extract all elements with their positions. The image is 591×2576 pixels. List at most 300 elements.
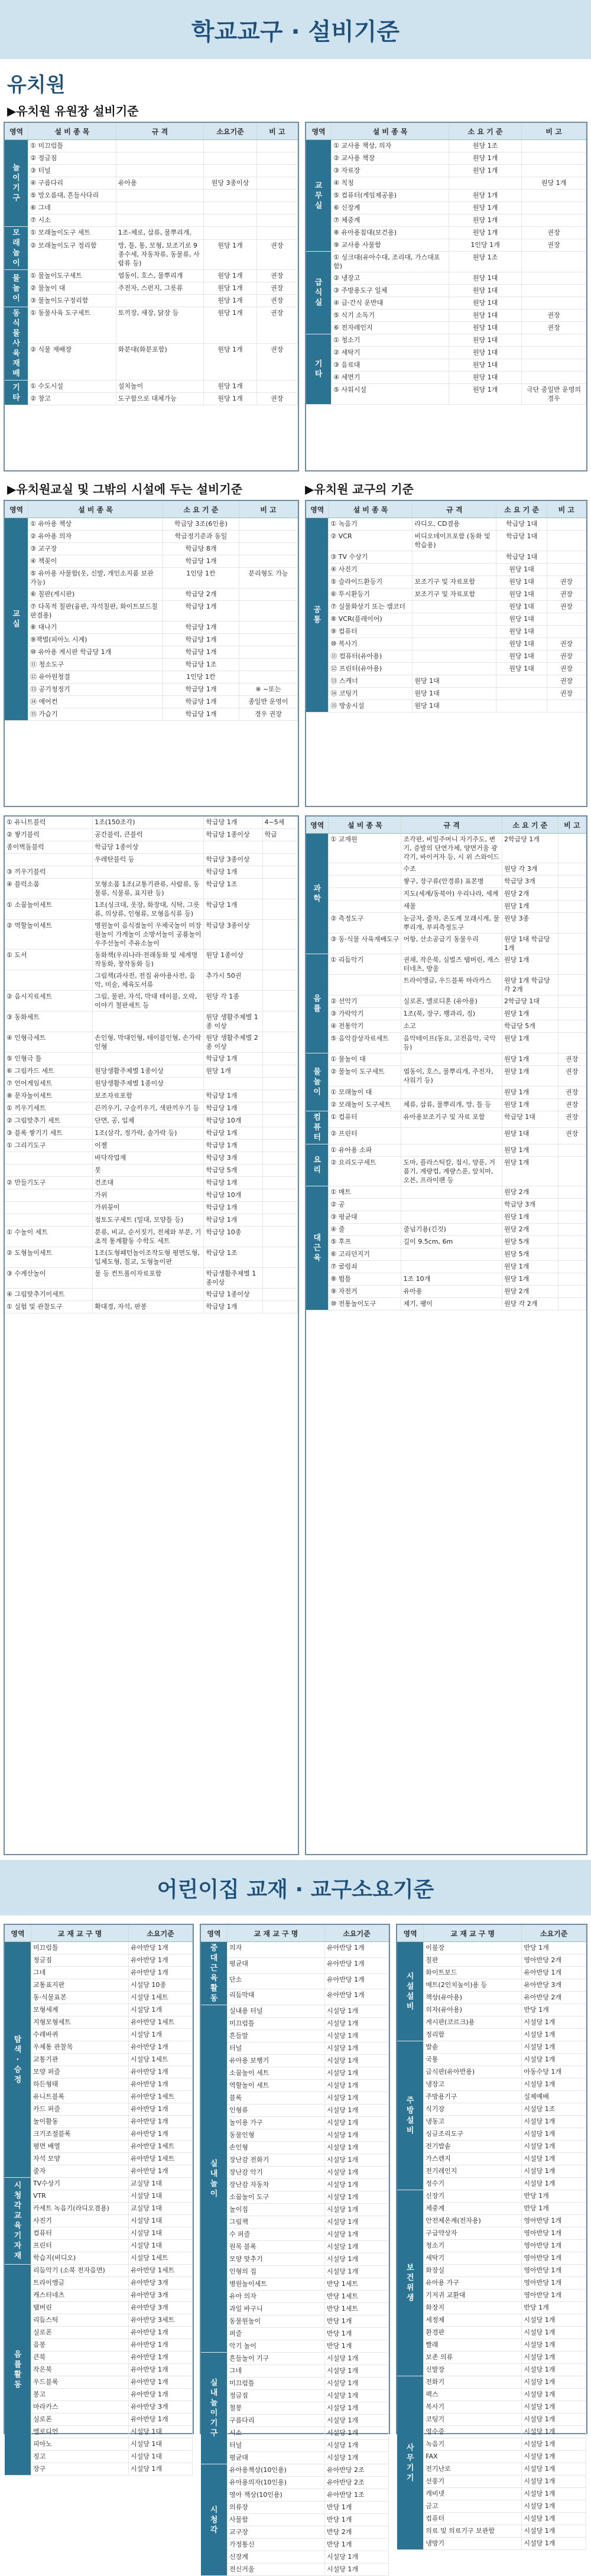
table-row bbox=[5, 2351, 193, 2364]
table-row bbox=[5, 1979, 193, 1992]
item-note: 권장 bbox=[522, 310, 586, 322]
item-standard: 학급당 1개 bbox=[163, 555, 239, 568]
item-name: 이불장 bbox=[424, 1942, 522, 1954]
item-spec: 화분대(화분포함) bbox=[116, 344, 204, 380]
facilities-heading: ▶유치원 유원장 설비기준 bbox=[7, 104, 139, 118]
item-standard: 시설당 1개 bbox=[325, 2266, 389, 2278]
table-row bbox=[397, 2426, 586, 2438]
item-note: 권장 bbox=[522, 227, 586, 239]
item-standard: 유아반당 1세트 bbox=[129, 2091, 193, 2103]
item-name: 하든형태 bbox=[31, 2079, 128, 2091]
item-spec bbox=[401, 1261, 502, 1273]
table-row bbox=[201, 2315, 389, 2328]
category-label: 공통 bbox=[313, 606, 321, 625]
item-note bbox=[239, 588, 297, 601]
item-standard: 시설당 1개 bbox=[325, 2055, 389, 2067]
category-cell bbox=[306, 834, 329, 954]
item-spec: 1조-체로, 삽류, 물뿌리개, bbox=[116, 227, 204, 240]
item-standard: 교실당 1대 bbox=[129, 2178, 193, 2190]
item-name: 미끄럼틀 bbox=[31, 1942, 128, 1954]
table-row bbox=[5, 1268, 298, 1289]
table-row bbox=[306, 1053, 586, 1066]
item-name: ④ 인형극세트 bbox=[5, 1032, 93, 1053]
item-name: 그림책 bbox=[227, 2216, 324, 2229]
item-standard: 원당 2개 bbox=[502, 1286, 558, 1298]
item-name: 화장지 bbox=[424, 2302, 522, 2314]
item-name bbox=[329, 863, 401, 876]
item-standard: 시설당 1개 bbox=[522, 2141, 586, 2153]
item-name: ⑦ 언어게임세트 bbox=[5, 1078, 93, 1090]
item-spec bbox=[401, 1186, 502, 1199]
item-spec: 1조 10개 bbox=[401, 1273, 502, 1286]
item-standard: 원당 1대 bbox=[496, 663, 547, 675]
table-row bbox=[397, 2500, 586, 2513]
column-header: 영역 bbox=[397, 1925, 424, 1942]
item-standard: 유아반당 1개 bbox=[129, 2066, 193, 2079]
table-row bbox=[397, 1954, 586, 1967]
table-row bbox=[5, 1202, 298, 1214]
table-row bbox=[5, 1227, 298, 1247]
item-standard: 시설당 1개 bbox=[522, 2041, 586, 2054]
item-name: ② 물놀이 도구세트 bbox=[329, 1066, 401, 1087]
item-name: 복사기 bbox=[424, 2401, 522, 2414]
table-row bbox=[201, 2105, 389, 2117]
item-note: ※ ~또는 bbox=[239, 684, 297, 696]
item-standard: 원당 1개 bbox=[502, 1211, 558, 1224]
item-name: ① 물놀이 대 bbox=[329, 1053, 401, 1066]
item-spec bbox=[413, 626, 496, 638]
category-cell bbox=[397, 2376, 424, 2550]
column-header: 교 재 교 구 명 bbox=[424, 1925, 522, 1942]
classroom-table bbox=[4, 500, 299, 807]
table-row bbox=[306, 531, 586, 551]
item-name: 메트(2인치높이)용 등 bbox=[424, 1979, 522, 1992]
item-name: ⑧ 대나기 bbox=[28, 622, 163, 634]
item-name: ③ 음료대 bbox=[332, 359, 449, 372]
item-name: ② 유아용 의자 bbox=[28, 531, 163, 543]
table-row bbox=[201, 2253, 389, 2266]
table-row bbox=[5, 2016, 193, 2029]
table-row bbox=[201, 2080, 389, 2092]
item-standard: 시설당 1대 bbox=[129, 2426, 193, 2438]
item-name: ① 싱크대(유아수대, 조리대, 가스대포함) bbox=[332, 252, 449, 272]
item-spec: 원당 1대 bbox=[413, 700, 496, 713]
item-note bbox=[558, 1261, 586, 1273]
item-note bbox=[522, 347, 586, 359]
item-standard: 시설당 1개 bbox=[522, 2513, 586, 2525]
table-row bbox=[306, 588, 586, 601]
table-row bbox=[5, 659, 298, 671]
item-note: 권장 bbox=[547, 688, 586, 700]
item-standard: 시설당 1개 bbox=[522, 2500, 586, 2513]
item-standard: 시설당 1대 bbox=[129, 2215, 193, 2227]
item-name: ② 공 bbox=[329, 1199, 401, 1211]
item-note bbox=[262, 1140, 297, 1152]
item-standard: 시설당 1개 bbox=[325, 2204, 389, 2216]
item-name: 영수증 bbox=[424, 2426, 522, 2438]
column-header: 영역 bbox=[5, 501, 28, 518]
item-name: ① 물놀이도구세트 bbox=[28, 270, 116, 282]
table-row bbox=[397, 2376, 586, 2389]
item-spec: 트라이앵글, 우드블록 마라카스 bbox=[401, 975, 502, 996]
table-row bbox=[201, 2142, 389, 2154]
table-row bbox=[306, 1144, 586, 1157]
item-note bbox=[547, 551, 586, 564]
item-standard: 학급당 1개 bbox=[204, 1214, 262, 1227]
table-row bbox=[201, 2402, 389, 2415]
facilities-table-left bbox=[4, 122, 299, 471]
item-note bbox=[262, 1032, 297, 1053]
item-standard: 학급당 1개 bbox=[204, 1053, 262, 1065]
item-standard: 영아반당 1개 bbox=[522, 2227, 586, 2240]
item-note bbox=[262, 1152, 297, 1165]
table-row bbox=[397, 2488, 586, 2500]
table-row bbox=[306, 551, 586, 564]
item-name: 팩스 bbox=[424, 2389, 522, 2401]
table-row bbox=[306, 239, 586, 252]
item-name: 사진기 bbox=[31, 2215, 128, 2227]
item-note bbox=[558, 1224, 586, 1236]
table-row bbox=[306, 863, 586, 876]
item-standard: 1인당 1칸 bbox=[163, 568, 239, 588]
category-cell bbox=[5, 1942, 31, 2178]
facilities-table-right bbox=[305, 122, 587, 471]
item-spec: 모형소품 1조(교통기관류, 사람류, 동물류, 식물류, 표지판 등) bbox=[93, 879, 204, 899]
table-row bbox=[306, 1111, 586, 1128]
item-name: ⑭ 에어컨 bbox=[28, 696, 163, 708]
item-spec bbox=[401, 1144, 502, 1157]
item-standard: 영아반당 1개 bbox=[522, 2289, 586, 2302]
item-note: 권장 bbox=[522, 322, 586, 334]
item-name: 모양 퍼즐 bbox=[31, 2066, 128, 2079]
table-row bbox=[201, 2018, 389, 2030]
item-standard: 영아반당 1개 bbox=[522, 2265, 586, 2277]
item-note: 권장 bbox=[558, 1111, 586, 1128]
item-note bbox=[262, 841, 297, 854]
item-standard: 유아반당 2조 bbox=[325, 2477, 389, 2489]
item-name: 신장기 bbox=[424, 2190, 522, 2203]
item-name: 손인형 bbox=[227, 2142, 324, 2154]
item-name: ① 교사용 책상, 의자 bbox=[332, 140, 449, 152]
item-name: ② 식물 재배장 bbox=[28, 344, 116, 380]
item-name: 퍼즐 bbox=[227, 2328, 324, 2340]
category-label: 기타 bbox=[12, 383, 20, 402]
item-standard: 학급당 1개 bbox=[204, 1102, 262, 1115]
item-note bbox=[262, 1227, 297, 1247]
item-standard: 학급당 1조 bbox=[204, 879, 262, 899]
item-name: ④ 책꽂이 bbox=[28, 555, 163, 568]
item-note: 4~5세 bbox=[262, 817, 297, 829]
item-name: 줄자 bbox=[31, 2165, 128, 2178]
item-note bbox=[262, 1127, 297, 1140]
item-name: 카세트 녹음기(라디오겸용) bbox=[31, 2203, 128, 2215]
category-label: 컴퓨터 bbox=[313, 1113, 321, 1142]
item-name: ① 매트 bbox=[329, 1186, 401, 1199]
table-row bbox=[201, 2229, 389, 2241]
header-row bbox=[201, 1925, 389, 1942]
header-row bbox=[5, 1925, 193, 1942]
item-name: ① 유아용 소파 bbox=[329, 1144, 401, 1157]
table-row bbox=[5, 2252, 193, 2265]
item-standard: 시설당 1개 bbox=[325, 2216, 389, 2229]
item-name: 소꿉놀이 세트 bbox=[227, 2067, 324, 2080]
item-spec: 쌓구, 장구류(안경류) 표본병 bbox=[401, 876, 502, 888]
item-note bbox=[256, 380, 297, 393]
item-name: ④ 급·간식 운반대 bbox=[332, 297, 449, 310]
item-standard: 유아반당 1개 bbox=[129, 1954, 193, 1967]
column-header: 규 격 bbox=[413, 501, 496, 518]
table-row bbox=[5, 646, 298, 659]
item-standard: 시설당 1개 bbox=[325, 2415, 389, 2427]
item-name: ⑥ 그네 bbox=[28, 202, 116, 214]
item-spec: 원당생활주제별 1종이상 bbox=[93, 1065, 204, 1078]
table-row bbox=[306, 214, 586, 227]
item-name: 선풍기 bbox=[424, 2476, 522, 2488]
item-standard: 유아반당 1개 bbox=[129, 2128, 193, 2141]
table-row bbox=[397, 1979, 586, 1992]
item-note bbox=[239, 659, 297, 671]
item-name: ⑩ 전통놀이도구 bbox=[329, 1298, 401, 1310]
item-name: 미끄럼틀 bbox=[227, 2018, 324, 2030]
item-name: ① 미끄럼틀 bbox=[28, 140, 116, 152]
table-row bbox=[5, 634, 298, 646]
item-standard: 유아반당 1개 bbox=[129, 1942, 193, 1954]
item-standard: 원당 5개 bbox=[502, 1236, 558, 1248]
item-name: ⑮ 방송시설 bbox=[329, 700, 413, 713]
table-row bbox=[5, 2389, 193, 2401]
item-name: ③ 블록 쌓기기 세트 bbox=[5, 1127, 93, 1140]
item-standard: 시설당 1대 bbox=[129, 2190, 193, 2203]
item-note bbox=[262, 879, 297, 899]
item-name: 정글짐 bbox=[31, 1954, 128, 1967]
item-name: ② VCR bbox=[329, 531, 413, 551]
table-row bbox=[201, 2514, 389, 2526]
table-row bbox=[306, 227, 586, 239]
table-row bbox=[201, 2278, 389, 2291]
item-spec: 길이 9.5cm, 6m bbox=[401, 1236, 502, 1248]
category-label: 교실 bbox=[12, 610, 20, 629]
item-name: 그네 bbox=[31, 1967, 128, 1979]
item-note bbox=[262, 949, 297, 970]
item-name: 유아용 보행기 bbox=[227, 2055, 324, 2067]
item-standard: 학급당 1종이상 bbox=[204, 1289, 262, 1301]
table-row bbox=[201, 2452, 389, 2464]
item-standard: 원당 1대 bbox=[502, 1128, 558, 1144]
table-row bbox=[5, 949, 298, 970]
item-name: ③ TV 수상기 bbox=[329, 551, 413, 564]
item-note bbox=[256, 177, 297, 190]
item-name: ① 교재원 bbox=[329, 834, 401, 863]
item-standard: 시설당 1개 bbox=[325, 2167, 389, 2179]
item-name: 그네 bbox=[227, 2365, 324, 2377]
item-standard: 유아반당 1개 bbox=[129, 2079, 193, 2091]
table-row bbox=[306, 663, 586, 675]
item-name bbox=[329, 888, 401, 900]
item-standard: 반당 1개 bbox=[325, 2502, 389, 2514]
item-name: 정수기 bbox=[424, 2178, 522, 2190]
item-name: ① 모래놀이도구 세트 bbox=[28, 227, 116, 240]
item-spec: 도구함으로 대체가능 bbox=[116, 393, 204, 405]
table-row bbox=[5, 817, 298, 829]
table-row bbox=[201, 2440, 389, 2452]
item-name: 기저귀 교환대 bbox=[424, 2289, 522, 2302]
item-standard: 학급당 3종이상 bbox=[204, 854, 262, 866]
item-name: ⑥ 전자레인지 bbox=[332, 322, 449, 334]
item-standard: 시설당 1개 bbox=[129, 2029, 193, 2041]
category-label: 보건위생 bbox=[406, 2263, 414, 2302]
item-standard: 학급당 2개 bbox=[163, 588, 239, 601]
table-row bbox=[201, 2551, 389, 2564]
item-name: 리듬막대 bbox=[227, 1989, 324, 2005]
item-spec: 음악테이프(동요, 고전음악, 국악 등) bbox=[401, 1033, 502, 1053]
item-spec: 체류, 삽류, 물뿌리개, 망, 틀 등 bbox=[401, 1099, 502, 1111]
item-name: 모형세계 bbox=[31, 2004, 128, 2016]
item-standard: 원당 1개 bbox=[449, 190, 521, 202]
item-name: ⑩ 유아용 게시판 학급당 1개 bbox=[28, 646, 163, 659]
item-standard: 학급당 1개 bbox=[204, 1177, 262, 1189]
item-note bbox=[262, 991, 297, 1011]
table-row bbox=[5, 2079, 193, 2091]
item-standard: 학급당 3개 bbox=[502, 1199, 558, 1211]
table-row bbox=[306, 518, 586, 531]
item-name: 칠판 bbox=[424, 1954, 522, 1967]
item-name: 의자(유아용) bbox=[424, 2004, 522, 2016]
item-standard: 원당 2개 bbox=[502, 888, 558, 900]
item-name: ① 소꿉놀이세트 bbox=[5, 899, 93, 920]
item-name: 정글짐 bbox=[227, 2390, 324, 2402]
item-name: ① 끼우기세트 bbox=[5, 1102, 93, 1115]
item-standard: 유아반당 1세트 bbox=[129, 2153, 193, 2165]
item-spec: 원당생활주제별 1종이상 bbox=[93, 1078, 204, 1090]
item-name: ⑦ 체중계 bbox=[332, 214, 449, 227]
table-row bbox=[397, 2513, 586, 2525]
item-standard: 시설당 1대 bbox=[129, 2240, 193, 2252]
table-row bbox=[5, 696, 298, 708]
item-spec: 건조대 bbox=[93, 1177, 204, 1189]
item-name: ⑨ 컴퓨터 bbox=[329, 626, 413, 638]
item-spec: 단면, 공, 입체 bbox=[93, 1115, 204, 1127]
item-standard: 학급당 1개 bbox=[163, 696, 239, 708]
item-standard: 원당 1개 학급당 각 2개 bbox=[502, 975, 558, 996]
item-name: ② 물놀이 대 bbox=[28, 282, 116, 295]
item-standard: 원당 1대 bbox=[496, 576, 547, 588]
item-standard: 학급당 1개 bbox=[204, 1090, 262, 1102]
item-standard bbox=[496, 700, 547, 713]
item-standard: 원당 1개 bbox=[204, 1065, 262, 1078]
table-row bbox=[306, 613, 586, 626]
item-spec: 학급당 1종이상 bbox=[93, 841, 204, 854]
item-standard: 학급당 5개 bbox=[204, 1165, 262, 1177]
table-row bbox=[306, 177, 586, 190]
item-name: ① 동물사육 도구세트 bbox=[28, 307, 116, 344]
category-cell bbox=[306, 1144, 329, 1186]
item-name: 교통기관 bbox=[31, 2054, 128, 2066]
item-name: 유아용책상(10인용) bbox=[227, 2464, 324, 2477]
table-row bbox=[5, 1177, 298, 1189]
item-note bbox=[522, 190, 586, 202]
item-standard: 시설당 1개 bbox=[522, 2153, 586, 2165]
item-spec: 1조(150조각) bbox=[93, 817, 204, 829]
table-row bbox=[5, 1992, 193, 2004]
item-note bbox=[558, 888, 586, 900]
table-row bbox=[5, 568, 298, 588]
table-row bbox=[5, 841, 298, 854]
item-spec bbox=[93, 866, 204, 879]
table-row bbox=[397, 2029, 586, 2041]
item-standard: 반당 1개 bbox=[522, 2302, 586, 2314]
item-standard: 시설당 1개 bbox=[522, 2314, 586, 2327]
item-note bbox=[262, 1189, 297, 1202]
item-spec bbox=[116, 202, 204, 214]
category-label: 모래놀이 bbox=[12, 229, 20, 268]
item-standard: 유아반당 1개 bbox=[129, 2165, 193, 2178]
table-row bbox=[5, 214, 298, 227]
item-note bbox=[262, 1214, 297, 1227]
item-spec bbox=[116, 152, 204, 165]
item-standard: 학급당 1개 bbox=[163, 646, 239, 659]
table-row bbox=[397, 1992, 586, 2004]
item-name: ③ 끼우기블럭 bbox=[5, 866, 93, 879]
item-note bbox=[547, 626, 586, 638]
table-row bbox=[5, 152, 298, 165]
table-row bbox=[5, 854, 298, 866]
table-row bbox=[5, 2265, 193, 2277]
category-cell bbox=[306, 518, 329, 713]
item-standard: 시설당 1개 bbox=[522, 2116, 586, 2128]
column-header: 영역 bbox=[306, 501, 329, 518]
item-standard: 원당 1개 bbox=[502, 1261, 558, 1273]
table-row bbox=[397, 2203, 586, 2215]
item-name: 청소기 bbox=[424, 2240, 522, 2252]
item-note bbox=[522, 252, 586, 272]
item-name: ⑦ 다목적 칠판(융판, 자석칠판, 화이트보드칠판겸용) bbox=[28, 601, 163, 622]
category-label: 교무실 bbox=[314, 181, 323, 210]
item-note bbox=[558, 1273, 586, 1286]
item-name: 소꿉놀이 도구 bbox=[227, 2191, 324, 2204]
item-standard: 영아반당 1개 bbox=[522, 2277, 586, 2289]
item-standard: 원당 1대 bbox=[496, 638, 547, 650]
item-standard: 유아반당 1개 bbox=[129, 2339, 193, 2351]
item-standard bbox=[449, 177, 521, 190]
item-note bbox=[558, 900, 586, 913]
item-name: ② 선악기 bbox=[329, 996, 401, 1008]
item-note bbox=[239, 634, 297, 646]
item-name: 교통표지판 bbox=[31, 1979, 128, 1992]
item-name: ② 프린터 bbox=[329, 1128, 401, 1144]
table-row bbox=[201, 2502, 389, 2514]
column-header: 설 비 종 목 bbox=[28, 501, 163, 518]
item-name: ⑫ 유아원청결 bbox=[28, 671, 163, 684]
item-standard: 반당 1세트 bbox=[325, 2278, 389, 2291]
table-row bbox=[5, 1053, 298, 1065]
category-label: 주방설비 bbox=[406, 2096, 414, 2135]
table-row bbox=[306, 1157, 586, 1186]
item-standard: 학급당 1개 bbox=[204, 1140, 262, 1152]
table-row bbox=[5, 239, 298, 269]
item-name: 장난감 자동차 bbox=[227, 2179, 324, 2191]
table-row bbox=[5, 601, 298, 622]
item-spec bbox=[413, 551, 496, 564]
category-label: 대근육 bbox=[313, 1234, 321, 1263]
item-name: ⑮ 가습기 bbox=[28, 708, 163, 721]
table-row bbox=[5, 2463, 193, 2476]
item-name bbox=[5, 1214, 93, 1227]
item-spec: 수조 bbox=[401, 863, 502, 876]
item-name: 환경판 bbox=[424, 2327, 522, 2339]
table-row bbox=[306, 272, 586, 285]
item-spec: 엽동이, 호스, 물뿌리개 bbox=[116, 270, 204, 282]
table-row bbox=[397, 1967, 586, 1979]
